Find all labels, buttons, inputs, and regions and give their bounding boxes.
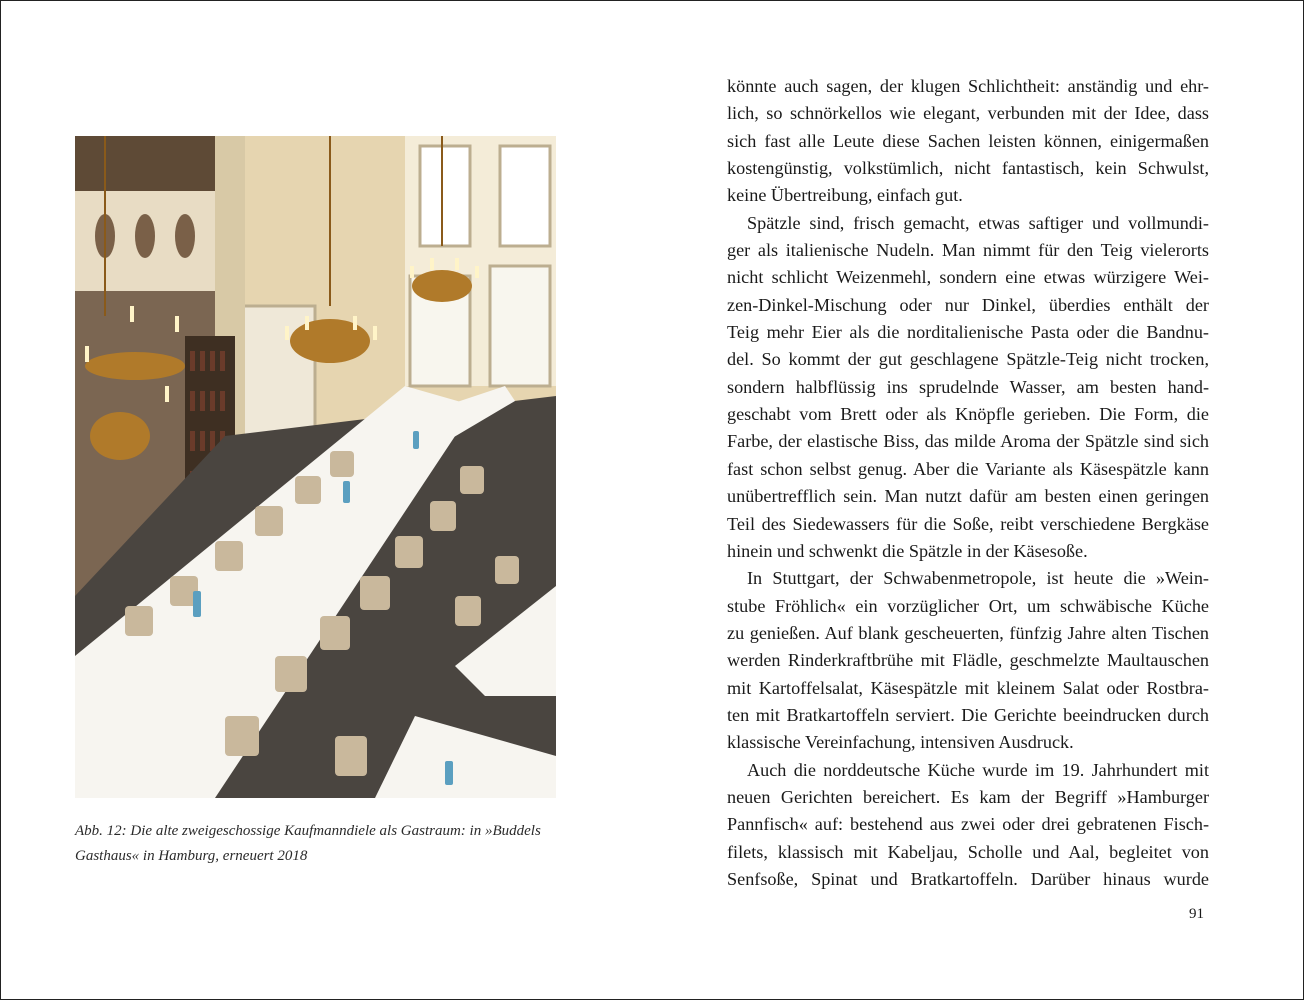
text-line: stube Fröhlich« ein vorzüglicher Ort, um schwäbische Küche bbox=[727, 595, 1209, 616]
text-line: kostengünstig, volkstümlich, nicht fantastisch, kein Schwulst, bbox=[727, 158, 1209, 179]
text-line: del. So kommt der gut geschlagene Spätzle-Teig nicht trocken, bbox=[727, 349, 1209, 370]
text-line: keine Übertreibung, einfach gut. bbox=[727, 185, 963, 206]
text-line: Spätzle sind, frisch gemacht, etwas saftiger und vollmundi- bbox=[747, 212, 1209, 233]
page-number: 91 bbox=[1189, 906, 1204, 922]
text-line: Farbe, der elastische Biss, das milde Aroma der Spätzle sind sich bbox=[727, 431, 1209, 452]
text-line: sondern halbflüssig ins sprudelnde Wasser, am besten hand- bbox=[727, 376, 1209, 397]
text-line: unübertrefflich sein. Man nutzt dafür am besten einen geringen bbox=[727, 486, 1209, 507]
text-line: zen-Dinkel-Mischung oder nur Dinkel, überdies enthält der bbox=[727, 294, 1209, 315]
text-line: zu genießen. Auf blank gescheuerten, fünfzig Jahre alten Tischen bbox=[727, 622, 1209, 643]
text-line: werden Rinderkraftbrühe mit Flädle, geschmelzte Maultauschen bbox=[727, 650, 1209, 671]
text-line: sich fast alle Leute diese Sachen leisten können, einigermaßen bbox=[727, 130, 1209, 151]
text-line: nicht schlicht Weizenmehl, sondern eine etwas würzigere Wei- bbox=[727, 267, 1209, 288]
body-text bbox=[727, 73, 1209, 893]
text-line: Teil des Siedewassers für die Soße, reibt verschiedene Bergkäse bbox=[727, 513, 1209, 534]
text-line: Pannfisch« auf: bestehend aus zwei oder drei gebratenen Fisch- bbox=[727, 814, 1209, 835]
text-line: Teig mehr Eier als die norditalienische Pasta oder die Bandnu- bbox=[727, 322, 1209, 343]
text-line: könnte auch sagen, der klugen Schlichtheit: anständig und ehr- bbox=[727, 76, 1209, 96]
text-line: ten mit Bratkartoffeln serviert. Die Gerichte beeindrucken durch bbox=[727, 704, 1209, 725]
text-line: Auch die norddeutsche Küche wurde im 19. Jahrhundert mit bbox=[747, 759, 1209, 780]
caption-line: Gasthaus« in Hamburg, erneuert 2018 bbox=[75, 847, 308, 864]
text-line: mit Kartoffelsalat, Käsespätzle mit kleinem Salat oder Rostbra- bbox=[727, 677, 1209, 698]
text-line: fast schon selbst genug. Aber die Variante als Käsespätzle kann bbox=[727, 458, 1209, 479]
text-line: lich, so schnörkellos wie elegant, verbunden mit der Idee, dass bbox=[727, 103, 1209, 124]
figure-photo bbox=[75, 136, 556, 798]
text-line: Senfsoße, Spinat und Bratkartoffeln. Darüber hinaus wurde bbox=[727, 868, 1209, 889]
text-line: ger als italienische Nudeln. Man nimmt für den Teig vielerorts bbox=[727, 240, 1209, 261]
text-line: filets, klassisch mit Kabeljau, Scholle und Aal, begleitet von bbox=[727, 841, 1209, 862]
caption-line: Abb. 12: Die alte zweigeschossige Kaufmanndiele als Gastraum: in »Buddels bbox=[75, 823, 541, 839]
text-line: geschabt vom Brett oder als Knöpfle gerieben. Die Form, die bbox=[727, 404, 1209, 425]
text-line: neuen Gerichten bereichert. Es kam der Begriff »Hamburger bbox=[727, 786, 1209, 807]
figure-caption bbox=[75, 819, 561, 868]
text-line: klassische Vereinfachung, intensiven Ausdruck. bbox=[727, 732, 1074, 753]
text-line: In Stuttgart, der Schwabenmetropole, ist heute die »Wein- bbox=[747, 568, 1209, 589]
text-line: hinein und schwenkt die Spätzle in der Käsesoße. bbox=[727, 540, 1088, 561]
